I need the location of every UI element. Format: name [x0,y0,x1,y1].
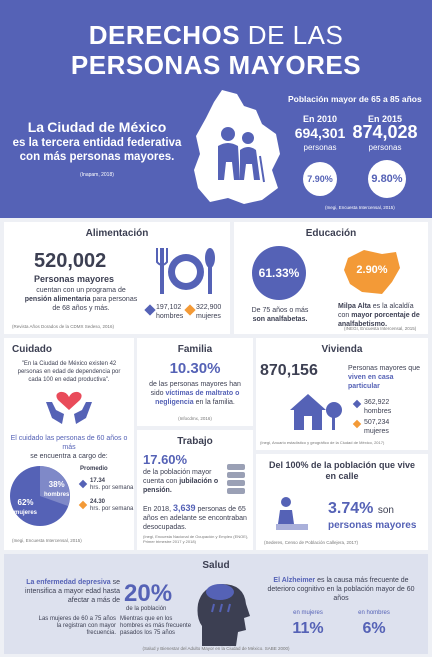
alimentacion-men-num: 197,102 [156,304,182,311]
salud-men-pct: 6% [362,620,386,637]
cuidado-women-pct [14,498,37,516]
alimentacion-card [4,222,230,334]
trabajo-num-text [143,504,247,532]
cuidado-women-label: mujeres [14,510,38,516]
salud-left-bold: La enfermedad depresiva [26,579,111,586]
unit-2015: personas [368,143,402,152]
salud-right-text [266,576,416,603]
year-2010: En 2010 [302,114,338,124]
vivienda-men-label: hombres [364,408,392,415]
cuidado-men-hours-unit: hrs. por semana [90,485,134,491]
cuidado-care-pre: El cuidado las personas de 60 años o más [10,435,128,451]
cuidado-men-diamond-icon [79,480,87,488]
street-person-icon [272,494,312,534]
vivienda-number: 870,156 [260,362,318,379]
salud-left-rest: se intensifica a mayor edad hasta afectar a más de [25,579,120,604]
cdmx-map-elderly-icon [192,88,282,206]
alimentacion-title: Alimentación [85,228,149,239]
familia-text1: de las personas mayores han sido [149,381,241,397]
educacion-circle: 61.33% [252,246,306,300]
salud-women-pct: 11% [292,620,324,637]
cuidado-men-hours-value: 17.34 [90,478,106,484]
salud-pct: 20% [124,580,173,607]
population-title [288,94,422,104]
educacion-circle-text [240,306,320,324]
alimentacion-text1: cuentan con un programa de [36,287,126,294]
head-raincloud-icon [194,574,250,646]
cuidado-care-text [10,434,128,461]
educacion-card [234,222,428,334]
intro-source: (Inapam, 2018) [80,172,114,178]
population-2015: 874,028 [352,122,418,142]
cuidado-men-pct [44,480,69,498]
vivienda-women [364,418,389,436]
salud-left-text [20,578,120,605]
cuidado-quote: "En la Ciudad de México existen 42 personas en edad de dependencia por cada 100 en edad productiva". [17,361,121,383]
pop-title-pre: Población mayor de [288,94,369,104]
cuidado-women-hours-value: 24.30 [90,499,106,505]
vivienda-source: (Inegi, Anuario estadístico y geográfico de la Ciudad de México, 2017) [260,440,385,445]
vivienda-title: Vivienda [321,344,363,355]
educacion-circle-text1: De 75 años o más [251,307,309,314]
intro-text [12,120,182,164]
alimentacion-label: Personas mayores [34,274,115,284]
coins-stack-icon [225,460,247,500]
familia-title: Familia [177,344,213,355]
population-2010: 694,301 [294,125,346,141]
calle-pct-value: 3.74% [328,500,374,517]
unit-2010: personas [303,143,337,152]
men-diamond-icon [144,304,155,315]
trabajo-source: (Inegi, Encuesta Nacional de Ocupación y Empleo (ENOE), Primer trimestre 2017 y 2018) [143,534,249,544]
alimentacion-women [196,303,221,321]
salud-source: (Salud y Bienestar del Adulto Mayor en la Ciudad de México. SABE 2000) [142,646,290,651]
title-line-2: PERSONAS MAYORES [70,50,362,80]
trabajo-num-pre: En 2018, [143,506,172,513]
alimentacion-text-bold: pensión alimentaria [24,296,91,303]
familia-pct: 10.30% [169,360,221,377]
salud-women-text: Las mujeres de 60 a 75 años la registran con mayor frecuencia. [38,616,116,636]
salud-title: Salud [202,560,230,571]
salud-men-pre: en hombres [358,610,390,616]
alimentacion-number: 520,002 [34,250,107,272]
vivienda-men-diamond-icon [353,400,361,408]
women-diamond-icon [184,304,195,315]
calle-pct-post: son [377,505,394,516]
educacion-circle-text2: son analfabetas. [252,316,308,323]
salud-right-bold: El Alzheimer [273,577,316,584]
cuidado-card [4,338,134,550]
hands-heart-icon [44,388,94,428]
cuidado-women-hours [90,499,133,513]
vivienda-card [256,338,428,450]
familia-card [137,338,253,426]
alimentacion-text2: para personas de 68 años y más. [52,296,138,312]
vivienda-women-num: 507,234 [364,419,390,426]
cuidado-title: Cuidado [12,344,52,355]
vivienda-text-bold: viven en casa particular [348,374,394,390]
cuidado-women-pct-value: 62% [17,498,34,507]
calle-label: personas mayores [328,520,417,531]
salud-women-pre: en mujeres [293,610,323,616]
title-light: DE LAS [247,20,344,50]
header-banner [0,0,432,218]
salud-card [4,554,428,654]
salud-right-rest: es la causa más frecuente de deterioro cognitivo en la población mayor de 60 años [267,577,415,602]
vivienda-text1: Personas mayores que [348,365,420,372]
plate-cutlery-icon [154,244,218,300]
familia-text2: en la familia. [195,399,235,406]
educacion-source: (INEGI, Encuesta Intercensal, 2015) [344,326,417,331]
cuidado-source: (Inegi, Encuesta Intercensal, 2015) [12,538,82,543]
cuidado-avg-label: Promedio [80,466,108,472]
educacion-map-pct: 2.90% [356,264,388,276]
pct-2015-badge: 9.80% [368,160,406,198]
title-bold: DERECHOS [88,20,241,50]
vivienda-men [364,398,391,416]
vivienda-text [348,364,424,391]
alimentacion-men [156,303,183,321]
cuidado-women-diamond-icon [79,501,87,509]
educacion-map-text [338,302,424,329]
trabajo-card [137,430,253,550]
population-source: (Inegi, Encuesta Intercensal, 2015) [325,205,395,210]
educacion-title: Educación [305,228,357,239]
intro-pre: La [27,119,45,135]
cuidado-men-label: hombres [44,492,70,498]
calle-title: Del 100% de la población que vive en calle [268,460,416,481]
trabajo-num-post: personas de 65 años en adelante se encontraban desocupadas. [143,506,247,531]
trabajo-text1: de la población mayor cuenta con [143,469,212,485]
pct-2010-badge: 7.90% [303,162,337,196]
alimentacion-text [22,286,140,313]
year-2015: En 2015 [367,114,403,124]
trabajo-text [143,468,221,495]
pop-title-bold: 65 a 85 años [371,94,422,104]
trabajo-title: Trabajo [177,436,213,447]
salud-men-text: Mientras que en los hombres es más frecuente pasados los 75 años [120,616,192,636]
vivienda-men-num: 362,922 [364,399,390,406]
familia-text-bold: víctimas de maltrato o negligencia [155,390,240,406]
trabajo-text-bold: jubilación o pensión. [143,478,219,494]
alimentacion-women-label: mujeres [196,313,221,320]
alimentacion-men-label: hombres [156,313,184,320]
calle-pct [328,500,394,518]
house-icon [286,390,342,432]
intro-rest: es la tercera entidad federativa con más personas mayores. [12,137,182,163]
vivienda-women-diamond-icon [353,420,361,428]
alimentacion-source: (Revista Años Dorados de la CDMX Sedeso, 2016) [12,324,115,329]
vivienda-women-label: mujeres [364,428,389,435]
calle-card [256,454,428,550]
educacion-map-bold2: mayor porcentaje de analfabetismo. [338,312,420,328]
trabajo-pct: 17.60% [143,452,188,467]
calle-source: (Sederes, Censo de Población Callejera, 2017) [264,540,359,545]
title-line-1 [0,20,432,51]
alimentacion-women-num: 322,900 [196,304,222,311]
familia-text [143,380,247,407]
salud-pct-label: de la población [126,606,167,612]
cuidado-men-hours [90,478,133,492]
intro-city: Ciudad de México [47,119,167,135]
cuidado-care-post: se encuentra a cargo de: [30,453,108,460]
educacion-map-text1: es la alcaldía con [338,303,414,319]
cuidado-women-hours-unit: hrs. por semana [90,506,134,512]
cuidado-men-pct-value: 38% [48,480,65,489]
familia-source: (Infocdmx, 2016) [178,416,212,421]
trabajo-num: 3,639 [172,503,196,513]
educacion-map-bold: Milpa Alta [338,303,371,310]
